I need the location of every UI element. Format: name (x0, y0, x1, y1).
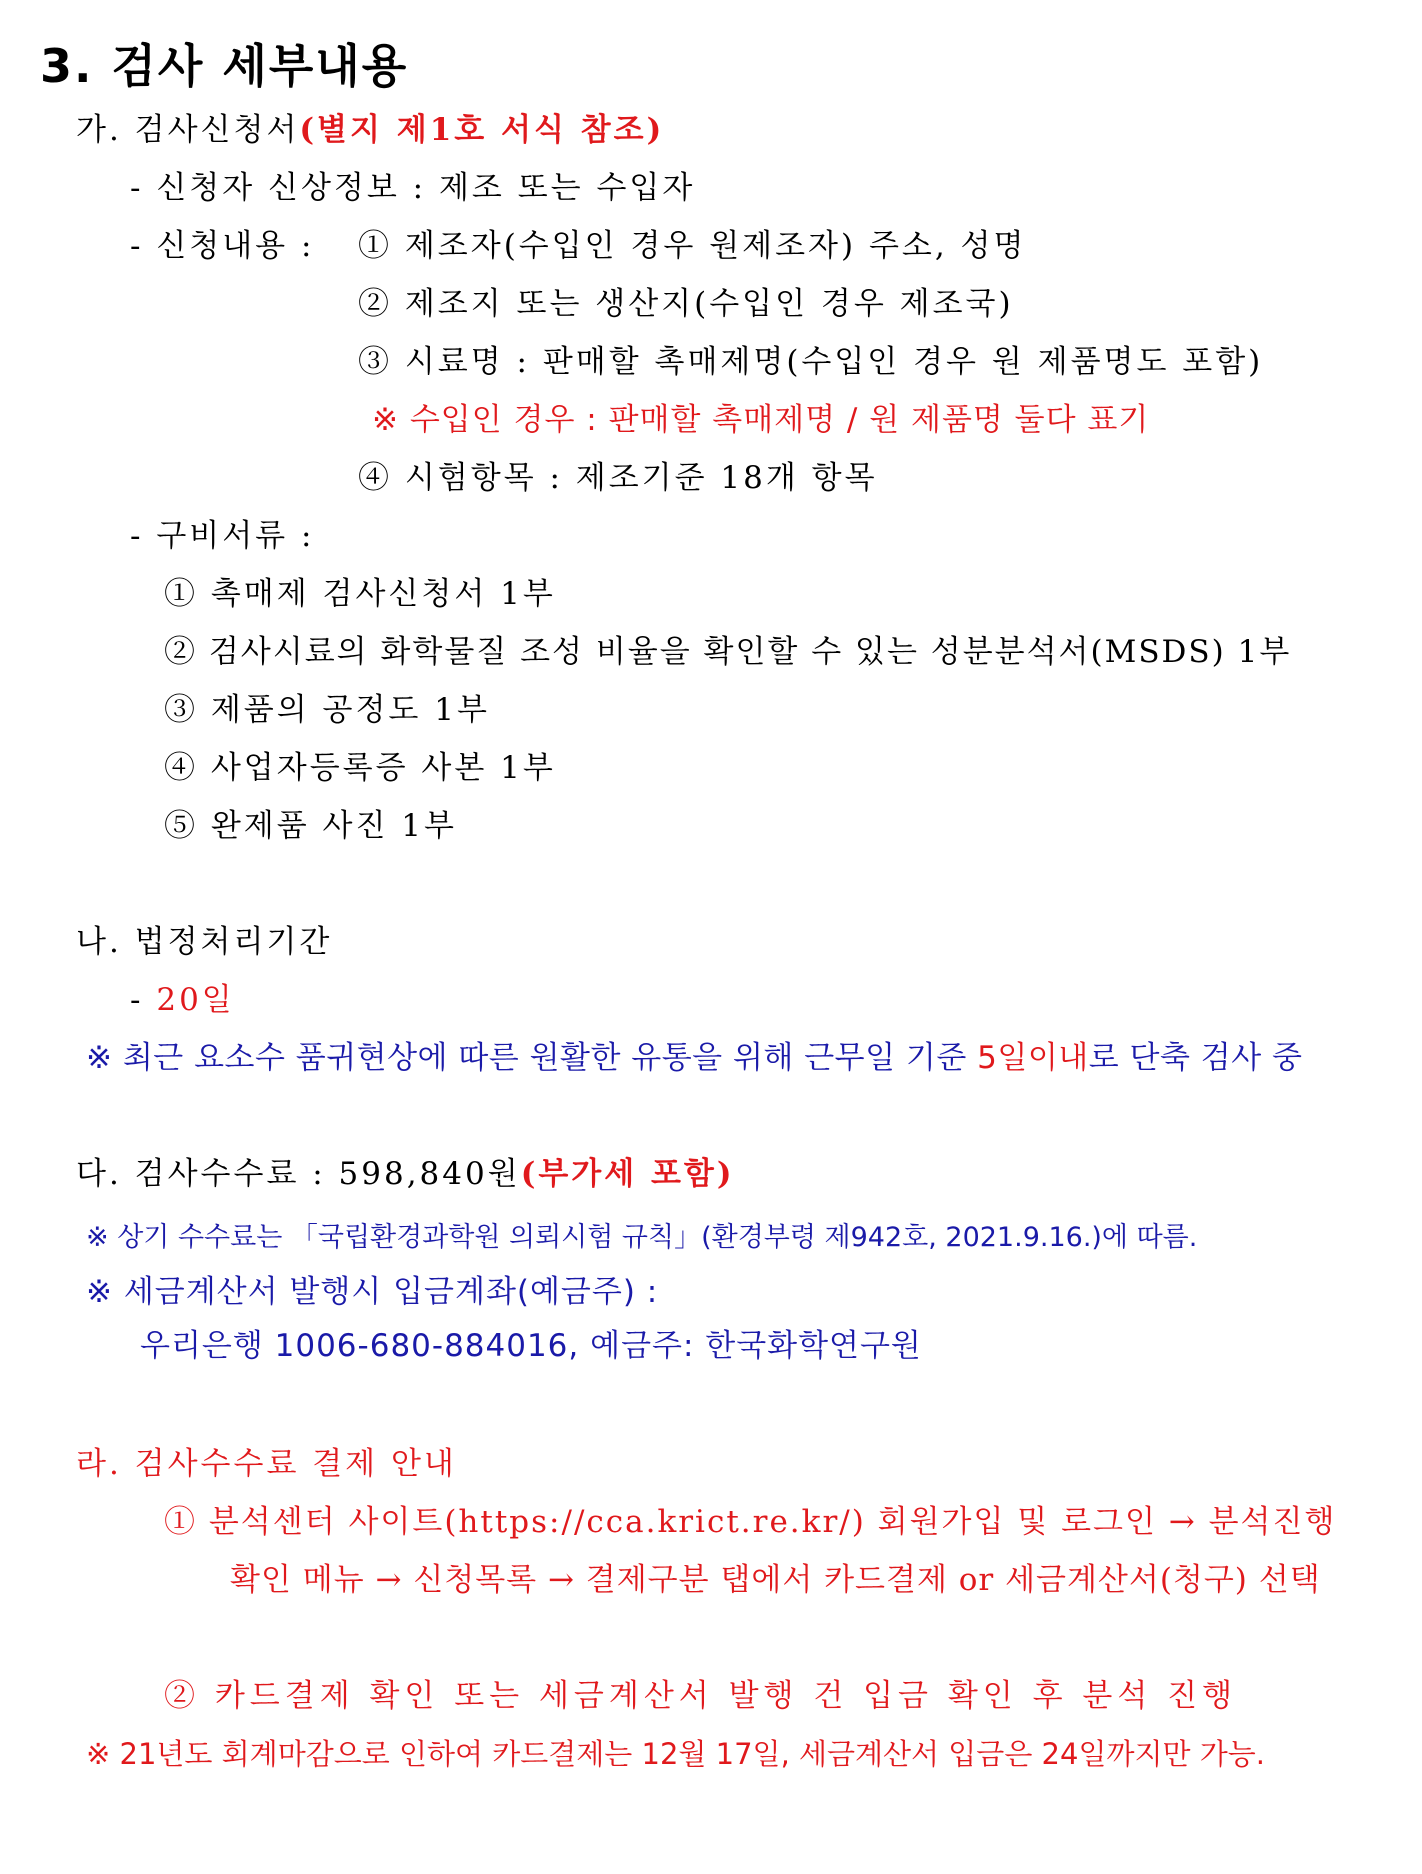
content-prefix: - 신청내용 : (130, 228, 315, 264)
section-c-title-note: (부가세 포함) (520, 1156, 735, 1192)
processing-period-line (130, 980, 235, 1020)
section-b-note-post: 로 단축 검사 중 (1088, 1040, 1303, 1076)
payment-step-1-line-2: 확인 메뉴 → 신청목록 → 결제구분 탭에서 카드결제 or 세금계산서(청구) 선택 (230, 1562, 1321, 1598)
period-dash: - (130, 982, 157, 1018)
section-c-title-line (76, 1154, 735, 1194)
section-a-title-line (76, 110, 664, 150)
section-b-note-highlight: 5일이내 (977, 1040, 1089, 1076)
section-c-title: 다. 검사수수료 : 598,840원 (76, 1156, 521, 1192)
doc-item-5: ⑤ 완제품 사진 1부 (164, 808, 457, 844)
section-d-title: 라. 검사수수료 결제 안내 (76, 1446, 457, 1482)
doc-item-2: ② 검사시료의 화학물질 조성 비율을 확인할 수 있는 성분분석서(MSDS) 1부 (164, 634, 1292, 670)
docs-label: - 구비서류 : (130, 518, 315, 554)
payment-step-1-line-1: ① 분석센터 사이트(https://cca.krict.re.kr/) 회원가입 및 로그인 → 분석진행 (164, 1504, 1337, 1540)
bank-account: 우리은행 1006-680-884016, 예금주: 한국화학연구원 (140, 1328, 922, 1364)
processing-period: 20일 (156, 982, 235, 1018)
payment-step-2: ② 카드결제 확인 또는 세금계산서 발행 건 입금 확인 후 분석 진행 (164, 1678, 1238, 1714)
section-a-title: 가. 검사신청서 (76, 112, 300, 148)
doc-item-3: ③ 제품의 공정도 1부 (164, 692, 490, 728)
invoice-account-note: ※ 세금계산서 발행시 입금계좌(예금주) : (86, 1274, 659, 1310)
content-item-3: ③ 시료명 : 판매할 촉매제명(수입인 경우 원 제품명도 포함) (358, 344, 1264, 380)
fee-basis-note: ※ 상기 수수료는 「국립환경과학원 의뢰시험 규칙」(환경부령 제942호, 2021.9.16.)에 따름. (86, 1222, 1198, 1253)
content-note: ※ 수입인 경우 : 판매할 촉매제명 / 원 제품명 둘다 표기 (372, 402, 1150, 438)
page-title: 3. 검사 세부내용 (40, 39, 409, 93)
section-b-note-pre: ※ 최근 요소수 품귀현상에 따른 원활한 유통을 위해 근무일 기준 (86, 1040, 978, 1076)
section-b-note (86, 1038, 1302, 1078)
section-a-title-note: (별지 제1호 서식 참조) (299, 112, 665, 148)
section-b-title: 나. 법정처리기간 (76, 924, 333, 960)
doc-item-4: ④ 사업자등록증 사본 1부 (164, 750, 556, 786)
applicant-info: - 신청자 신상정보 : 제조 또는 수입자 (130, 170, 696, 206)
doc-item-1: ① 촉매제 검사신청서 1부 (164, 576, 556, 612)
closing-note: ※ 21년도 회계마감으로 인하여 카드결제는 12월 17일, 세금계산서 입금은 24일까지만 가능. (86, 1737, 1265, 1771)
content-item-1: ① 제조자(수입인 경우 원제조자) 주소, 성명 (358, 228, 1027, 264)
content-item-2: ② 제조지 또는 생산지(수입인 경우 제조국) (358, 286, 1014, 322)
content-item-4: ④ 시험항목 : 제조기준 18개 항목 (358, 460, 878, 496)
